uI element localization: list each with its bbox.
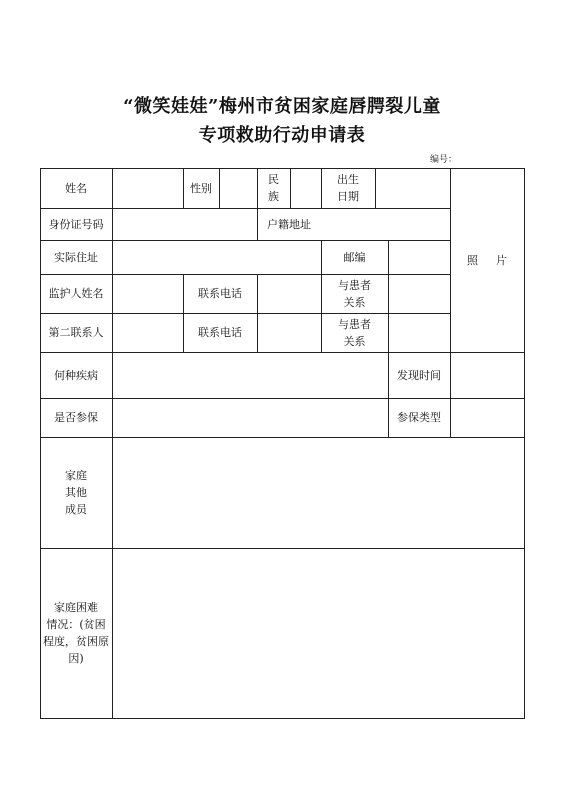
photo-placeholder[interactable] (450, 168, 524, 352)
insured-field[interactable] (112, 398, 388, 437)
gender-field[interactable] (219, 168, 257, 208)
serial-number-label: 编号： (430, 155, 458, 165)
label-ethnicity-line1: 民 (268, 173, 279, 186)
family-hardship-field[interactable] (112, 548, 524, 718)
label-insurance-type: 参保类型 (397, 411, 441, 424)
form-title-line1: “微笑娃娃”梅州市贫困家庭唇腭裂儿童 (123, 96, 441, 117)
label-second-phone: 联系电话 (198, 326, 242, 339)
label-name: 姓名 (65, 181, 87, 195)
label-actual-address: 实际住址 (54, 250, 98, 264)
label-family-hardship-line2: 情况：(贫困 (46, 618, 106, 631)
label-ethnicity (257, 168, 290, 208)
label-second-relation-line2: 关系 (343, 334, 366, 348)
label-second-relation-line1: 与患者 (338, 317, 371, 331)
label-family-hardship-line4: 因) (68, 652, 84, 665)
family-members-field[interactable] (112, 437, 524, 548)
photo-label-part1: 照 (467, 253, 478, 267)
hukou-address-field[interactable] (321, 208, 450, 240)
label-family-hardship-line1: 家庭困难 (54, 601, 98, 614)
postal-code-field[interactable] (388, 240, 450, 274)
table-border-bottom (40, 718, 524, 719)
birth-date-field[interactable] (375, 168, 450, 208)
second-relation-field[interactable] (388, 313, 450, 352)
label-family-members-line3: 成员 (65, 503, 87, 516)
table-border-right (524, 168, 525, 719)
label-second-relation (321, 313, 388, 352)
actual-address-field[interactable] (112, 240, 321, 274)
label-guardian-name: 监护人姓名 (48, 287, 104, 300)
label-second-contact: 第二联系人 (48, 326, 104, 339)
label-guardian-phone: 联系电话 (198, 287, 242, 300)
label-postal-code: 邮编 (343, 250, 366, 264)
ethnicity-field[interactable] (290, 168, 321, 208)
label-found-time: 发现时间 (397, 368, 441, 382)
label-guardian-relation (321, 274, 388, 313)
label-birth-date-line2: 日期 (337, 190, 359, 203)
disease-field[interactable] (112, 352, 388, 398)
label-family-hardship-line3: 程度，贫困原 (43, 635, 109, 648)
label-family-members (40, 437, 112, 548)
found-time-field[interactable] (450, 352, 524, 398)
label-id-number: 身份证号码 (48, 217, 104, 231)
label-family-hardship (40, 548, 112, 718)
guardian-phone-field[interactable] (257, 274, 321, 313)
second-phone-field[interactable] (257, 313, 321, 352)
label-hukou-address: 户籍地址 (267, 217, 311, 231)
id-number-field[interactable] (112, 208, 257, 240)
second-contact-field[interactable] (112, 313, 183, 352)
label-gender: 性别 (190, 181, 212, 195)
guardian-name-field[interactable] (112, 274, 183, 313)
label-guardian-relation-line1: 与患者 (338, 278, 371, 292)
label-insured: 是否参保 (54, 411, 98, 424)
photo-label-part2: 片 (496, 253, 507, 267)
insurance-type-field[interactable] (450, 398, 524, 437)
label-ethnicity-line2: 族 (268, 190, 279, 203)
label-birth-date-line1: 出生 (337, 173, 359, 186)
label-disease: 何种疾病 (54, 368, 98, 382)
guardian-relation-field[interactable] (388, 274, 450, 313)
form-title-line2: 专项救助行动申请表 (198, 125, 366, 146)
label-birth-date (321, 168, 375, 208)
label-family-members-line1: 家庭 (65, 469, 87, 482)
label-family-members-line2: 其他 (65, 486, 87, 499)
label-guardian-relation-line2: 关系 (343, 295, 366, 309)
name-field[interactable] (112, 168, 183, 208)
